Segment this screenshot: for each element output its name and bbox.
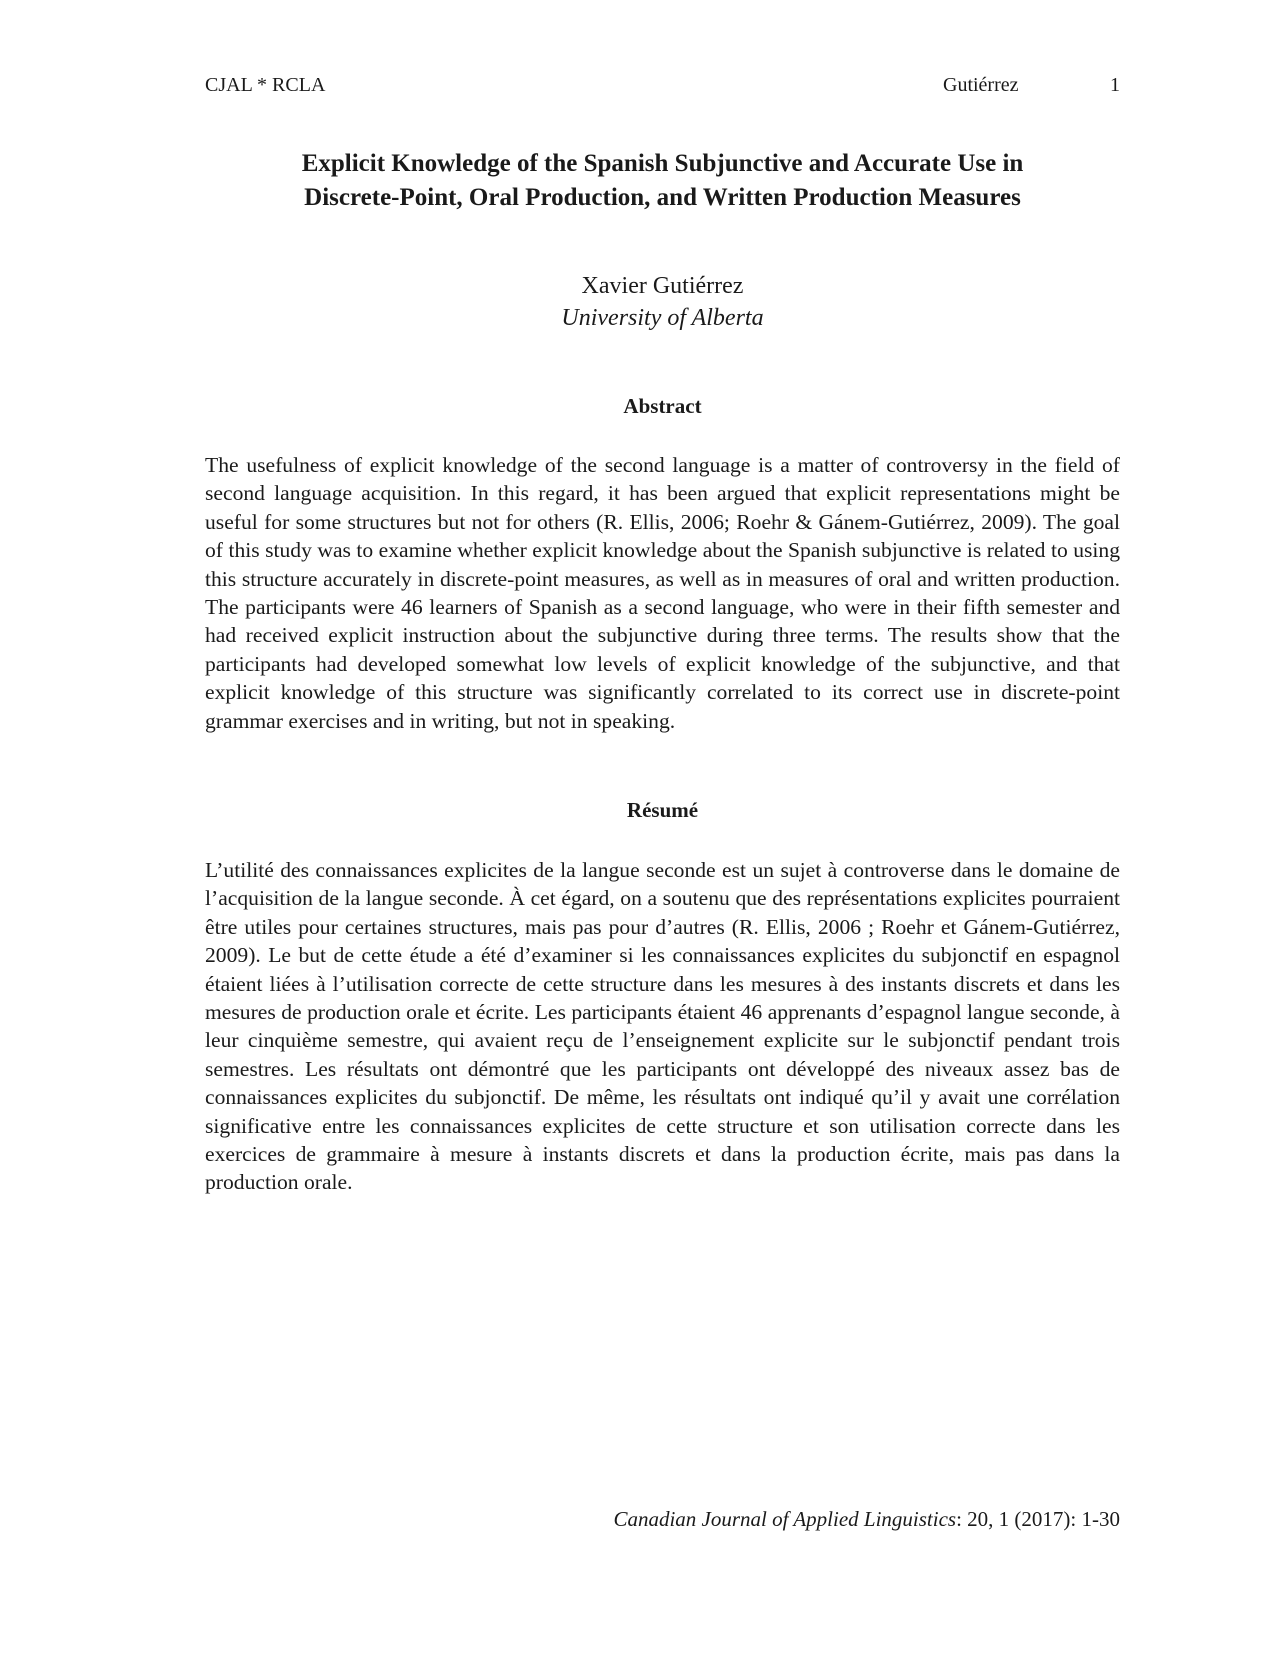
abstract-heading: Abstract [623,394,702,418]
resume-text: L’utilité des connaissances explicites de la langue seconde est un sujet à controverse dans le domaine de l’acquisition de la langue seconde. À cet égard, on a soutenu que des représentations explicites pourraient être utiles pour certaines structures, mais pas pour d’autres (R. Ellis, 2006 ; Roehr et Gánem-Gutiérrez, 2009). Le but de cette étude a été d’examiner si les connaissances explicites du subjonctif en espagnol étaient liées à l’utilisation correcte de cette structure dans les mesures à des instants discrets et dans les mesures de production orale et écrite. Les participants étaient 46 apprenants d’espagnol langue seconde, à leur cinquième semestre, qui avaient reçu de l’enseignement explicite sur le subjonctif pendant trois semestres. Les résultats ont démontré que les participants ont développé des niveaux assez bas de connaissances explicites du subjonctif. De même, les résultats ont indiqué qu’il y avait une corrélation significative entre les connaissances explicites de cette structure et son utilisation correcte dans les exercices de grammaire à mesure à instants discrets et dans la production écrite, mais pas dans la production orale. [205,858,1120,1195]
resume-heading: Résumé [626,798,699,822]
article-title [205,147,1120,215]
header-journal-abbrev: CJAL * RCLA [205,74,326,96]
article-title-line-2: Discrete-Point, Oral Production, and Written Production Measures [304,184,1021,211]
header-page-number: 1 [1110,74,1120,96]
article-title-line-1: Explicit Knowledge of the Spanish Subjunctive and Accurate Use in [301,150,1024,177]
byline [205,270,1120,334]
footer-citation: : 20, 1 (2017): 1-30 [956,1507,1120,1531]
author-affiliation: University of Alberta [561,305,764,331]
journal-footer [613,1507,1120,1532]
author-name: Xavier Gutiérrez [581,273,744,299]
running-header [205,74,1120,104]
header-author: Gutiérrez [943,74,1019,96]
footer-journal-name: Canadian Journal of Applied Linguistics [613,1507,957,1531]
abstract-text: The usefulness of explicit knowledge of the second language is a matter of controversy in the field of second language acquisition. In this regard, it has been argued that explicit representations might be useful for some structures but not for others (R. Ellis, 2006; Roehr & Gánem-Gutiérrez, 2009). The goal of this study was to examine whether explicit knowledge about the Spanish subjunctive is related to using this structure accurately in discrete-point measures, as well as in measures of oral and written production. The participants were 46 learners of Spanish as a second language, who were in their fifth semester and had received explicit instruction about the subjunctive during three terms. The results show that the participants had developed somewhat low levels of explicit knowledge of the subjunctive, and that explicit knowledge of this structure was significantly correlated to its correct use in discrete-point grammar exercises and in writing, but not in speaking. [205,453,1120,733]
